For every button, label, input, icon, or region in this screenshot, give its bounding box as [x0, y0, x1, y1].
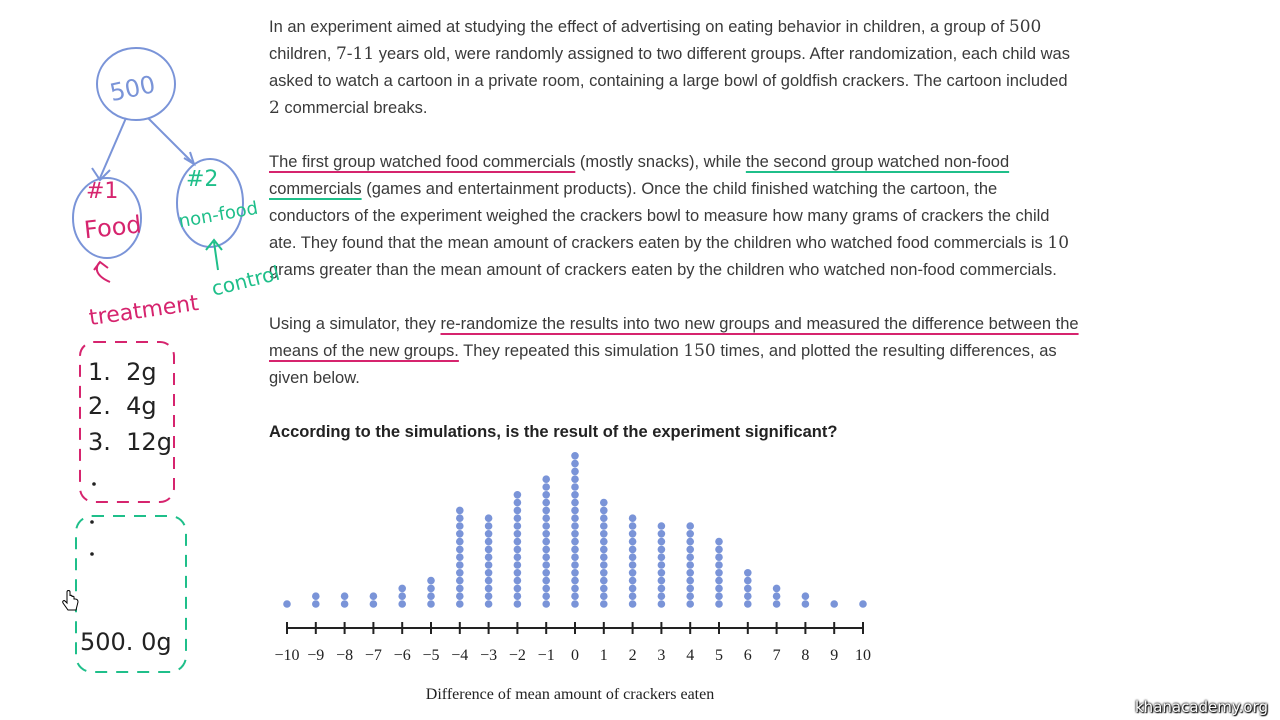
data-dot — [715, 561, 723, 569]
data-dot — [629, 592, 637, 600]
data-dot — [600, 569, 608, 577]
data-dot — [456, 592, 464, 600]
note-nonfood: non-food — [177, 197, 260, 233]
question-text: According to the simulations, is the result of the experiment significant? — [269, 423, 838, 441]
x-tick-label: −2 — [508, 647, 526, 664]
paragraph-setup: In an experiment aimed at studying the effect of advertising on eating behavior in children, a group of 500 children, 7-11 years old, were randomly assigned to two different groups. After randomization, each child was asked to watch a cartoon in a private room, containing a large bowl of goldfish crackers. The cartoon included 2 commercial breaks. — [269, 17, 1070, 118]
data-dot — [658, 553, 666, 561]
x-tick-label: 7 — [772, 647, 781, 664]
note-result-1: 1. 2g — [88, 358, 157, 386]
data-dot — [485, 600, 493, 608]
data-dot — [514, 522, 522, 530]
data-dot — [629, 561, 637, 569]
data-dot — [542, 577, 550, 585]
data-dot — [715, 569, 723, 577]
x-tick-label: 6 — [743, 647, 752, 664]
data-dot — [658, 546, 666, 554]
data-dot — [514, 600, 522, 608]
hand-cursor-icon — [62, 590, 80, 614]
data-dot — [456, 546, 464, 554]
data-dot — [514, 569, 522, 577]
data-dot — [629, 538, 637, 546]
data-dot — [485, 585, 493, 593]
data-dot — [571, 483, 579, 491]
data-dot — [600, 592, 608, 600]
data-dot — [542, 507, 550, 515]
data-dot — [715, 553, 723, 561]
data-dot — [802, 592, 810, 600]
handwritten-notes — [0, 0, 283, 720]
data-dot — [658, 569, 666, 577]
arrow-treatment — [94, 262, 110, 282]
note-result-3: 3. 12g — [88, 428, 172, 456]
note-group1-label: #1 — [86, 179, 119, 204]
data-dot — [514, 561, 522, 569]
data-dot — [398, 585, 406, 593]
data-dot — [629, 553, 637, 561]
x-tick-label: 5 — [715, 647, 723, 664]
data-dot — [600, 561, 608, 569]
data-dot — [600, 585, 608, 593]
data-dot — [629, 530, 637, 538]
data-dot — [514, 538, 522, 546]
data-dot — [830, 600, 838, 608]
note-last-result: 500. 0g — [80, 628, 172, 656]
data-dot — [571, 600, 579, 608]
x-tick-label: 9 — [830, 647, 839, 664]
data-dot — [542, 530, 550, 538]
x-tick-label: 0 — [571, 647, 579, 664]
note-treatment: treatment — [87, 290, 201, 332]
data-dot — [370, 600, 378, 608]
underline-second-group: the second group watched non-food commercials — [269, 153, 1010, 198]
data-dot — [456, 507, 464, 515]
data-dot — [456, 561, 464, 569]
data-dot — [283, 600, 291, 608]
data-dot — [542, 483, 550, 491]
x-tick-label: −6 — [393, 647, 411, 664]
data-dot — [514, 491, 522, 499]
data-dot — [571, 592, 579, 600]
data-dot — [427, 585, 435, 593]
data-dot — [686, 522, 694, 530]
data-dot — [686, 553, 694, 561]
data-dot — [571, 452, 579, 460]
number-age-range: 7-11 — [335, 44, 375, 64]
data-dot — [456, 600, 464, 608]
data-dot — [571, 530, 579, 538]
data-dot — [456, 538, 464, 546]
watermark: khanacademy.org — [1135, 698, 1268, 716]
data-dot — [686, 600, 694, 608]
data-dot — [744, 585, 752, 593]
data-dot — [514, 592, 522, 600]
chart-x-label: Difference of mean amount of crackers eaten — [425, 686, 715, 703]
data-dot — [485, 522, 493, 530]
number-150: 150 — [683, 341, 716, 361]
dot-group — [283, 452, 867, 608]
data-dot — [542, 514, 550, 522]
underline-first-group: The first group watched food commercials — [269, 153, 576, 171]
data-dot — [773, 592, 781, 600]
x-tick-label: 2 — [628, 647, 637, 664]
data-dot — [542, 592, 550, 600]
x-tick-label: −4 — [451, 647, 469, 664]
data-dot — [600, 499, 608, 507]
data-dot — [571, 460, 579, 468]
ellipsis-dot — [92, 482, 96, 486]
data-dot — [600, 514, 608, 522]
data-dot — [542, 569, 550, 577]
data-dot — [600, 538, 608, 546]
data-dot — [600, 507, 608, 515]
x-tick-label: 10 — [855, 647, 871, 664]
data-dot — [341, 600, 349, 608]
data-dot — [485, 569, 493, 577]
data-dot — [686, 530, 694, 538]
data-dot — [629, 546, 637, 554]
paragraph-simulation: Using a simulator, they re-randomize the results into two new groups and measured the difference between the means of the new groups. They repeated this simulation 150 times, and plotted the resulting differences, as given below. — [269, 315, 1079, 387]
data-dot — [658, 600, 666, 608]
data-dot — [485, 546, 493, 554]
data-dot — [629, 569, 637, 577]
x-tick-label: −7 — [364, 647, 382, 664]
arrow-to-nonfood — [148, 118, 192, 162]
x-tick-label: 3 — [657, 647, 666, 664]
x-tick-label: 1 — [599, 647, 608, 664]
data-dot — [744, 569, 752, 577]
data-dot — [571, 514, 579, 522]
data-dot — [571, 561, 579, 569]
data-dot — [773, 600, 781, 608]
data-dot — [542, 475, 550, 483]
data-dot — [629, 600, 637, 608]
data-dot — [514, 507, 522, 515]
data-dot — [514, 514, 522, 522]
data-dot — [686, 592, 694, 600]
data-dot — [312, 592, 320, 600]
data-dot — [658, 577, 666, 585]
data-dot — [658, 538, 666, 546]
data-dot — [571, 577, 579, 585]
data-dot — [542, 522, 550, 530]
data-dot — [485, 553, 493, 561]
data-dot — [398, 592, 406, 600]
data-dot — [629, 522, 637, 530]
data-dot — [427, 592, 435, 600]
data-dot — [571, 499, 579, 507]
dot-plot — [260, 440, 900, 715]
data-dot — [542, 491, 550, 499]
data-dot — [485, 592, 493, 600]
data-dot — [629, 514, 637, 522]
data-dot — [744, 600, 752, 608]
data-dot — [398, 600, 406, 608]
data-dot — [427, 600, 435, 608]
data-dot — [456, 514, 464, 522]
x-axis-tick-labels — [274, 647, 871, 664]
data-dot — [600, 600, 608, 608]
data-dot — [715, 585, 723, 593]
data-dot — [658, 592, 666, 600]
data-dot — [514, 530, 522, 538]
data-dot — [658, 585, 666, 593]
data-dot — [744, 577, 752, 585]
data-dot — [514, 546, 522, 554]
data-dot — [341, 592, 349, 600]
x-axis-ticks — [287, 622, 863, 634]
data-dot — [514, 499, 522, 507]
data-dot — [715, 546, 723, 554]
data-dot — [427, 577, 435, 585]
number-10: 10 — [1047, 233, 1070, 253]
data-dot — [715, 600, 723, 608]
data-dot — [571, 553, 579, 561]
data-dot — [571, 546, 579, 554]
data-dot — [312, 600, 320, 608]
data-dot — [571, 475, 579, 483]
x-tick-label: 8 — [801, 647, 810, 664]
data-dot — [456, 553, 464, 561]
data-dot — [571, 538, 579, 546]
data-dot — [542, 561, 550, 569]
ellipsis-dot — [90, 552, 94, 556]
data-dot — [600, 577, 608, 585]
data-dot — [485, 514, 493, 522]
data-dot — [686, 585, 694, 593]
note-500: 500 — [107, 70, 158, 108]
x-tick-label: −8 — [336, 647, 354, 664]
data-dot — [686, 561, 694, 569]
data-dot — [542, 546, 550, 554]
x-tick-label: −5 — [422, 647, 440, 664]
data-dot — [802, 600, 810, 608]
data-dot — [629, 585, 637, 593]
data-dot — [859, 600, 867, 608]
data-dot — [686, 546, 694, 554]
data-dot — [715, 577, 723, 585]
note-control: control — [209, 260, 283, 301]
data-dot — [485, 538, 493, 546]
data-dot — [600, 553, 608, 561]
data-dot — [658, 522, 666, 530]
data-dot — [485, 561, 493, 569]
data-dot — [571, 468, 579, 476]
data-dot — [485, 577, 493, 585]
data-dot — [571, 585, 579, 593]
data-dot — [485, 530, 493, 538]
data-dot — [715, 538, 723, 546]
data-dot — [456, 522, 464, 530]
underline-rerandomize: re-randomize the results into two new groups and measured the difference between the means of the new groups. — [269, 315, 1079, 360]
x-tick-label: −3 — [480, 647, 498, 664]
data-dot — [600, 530, 608, 538]
data-dot — [370, 592, 378, 600]
x-tick-label: −1 — [537, 647, 555, 664]
data-dot — [456, 577, 464, 585]
note-result-2: 2. 4g — [88, 392, 157, 420]
data-dot — [686, 577, 694, 585]
x-tick-label: −9 — [307, 647, 325, 664]
arrow-to-food — [100, 118, 126, 178]
number-500: 500 — [1008, 17, 1042, 37]
data-dot — [600, 522, 608, 530]
data-dot — [542, 585, 550, 593]
paragraph-groups: The first group watched food commercials (mostly snacks), while the second group watched non-food commercials (games and entertainment products). Once the child finished watching the cartoon, the conductors of the experiment weighed the crackers bowl to measure how many grams of crackers the child ate. They found that the mean amount of crackers eaten by the children who watched food commercials is 10 grams greater than the mean amount of crackers eaten by the children who watched non-food commercials. — [269, 153, 1070, 279]
data-dot — [571, 507, 579, 515]
x-tick-label: −10 — [274, 647, 300, 664]
data-dot — [542, 499, 550, 507]
x-tick-label: 4 — [686, 647, 695, 664]
data-dot — [773, 585, 781, 593]
data-dot — [542, 553, 550, 561]
number-breaks: 2 — [269, 98, 280, 118]
note-group2-label: #2 — [186, 167, 219, 192]
data-dot — [629, 577, 637, 585]
data-dot — [456, 530, 464, 538]
data-dot — [571, 569, 579, 577]
data-dot — [514, 577, 522, 585]
data-dot — [658, 561, 666, 569]
note-food: Food — [82, 210, 143, 245]
data-dot — [658, 530, 666, 538]
ellipsis-dot — [90, 520, 94, 524]
data-dot — [571, 491, 579, 499]
data-dot — [542, 600, 550, 608]
problem-text — [269, 14, 1079, 446]
data-dot — [715, 592, 723, 600]
data-dot — [456, 585, 464, 593]
data-dot — [514, 553, 522, 561]
data-dot — [514, 585, 522, 593]
data-dot — [600, 546, 608, 554]
data-dot — [686, 569, 694, 577]
data-dot — [686, 538, 694, 546]
data-dot — [542, 538, 550, 546]
data-dot — [571, 522, 579, 530]
data-dot — [456, 569, 464, 577]
data-dot — [744, 592, 752, 600]
